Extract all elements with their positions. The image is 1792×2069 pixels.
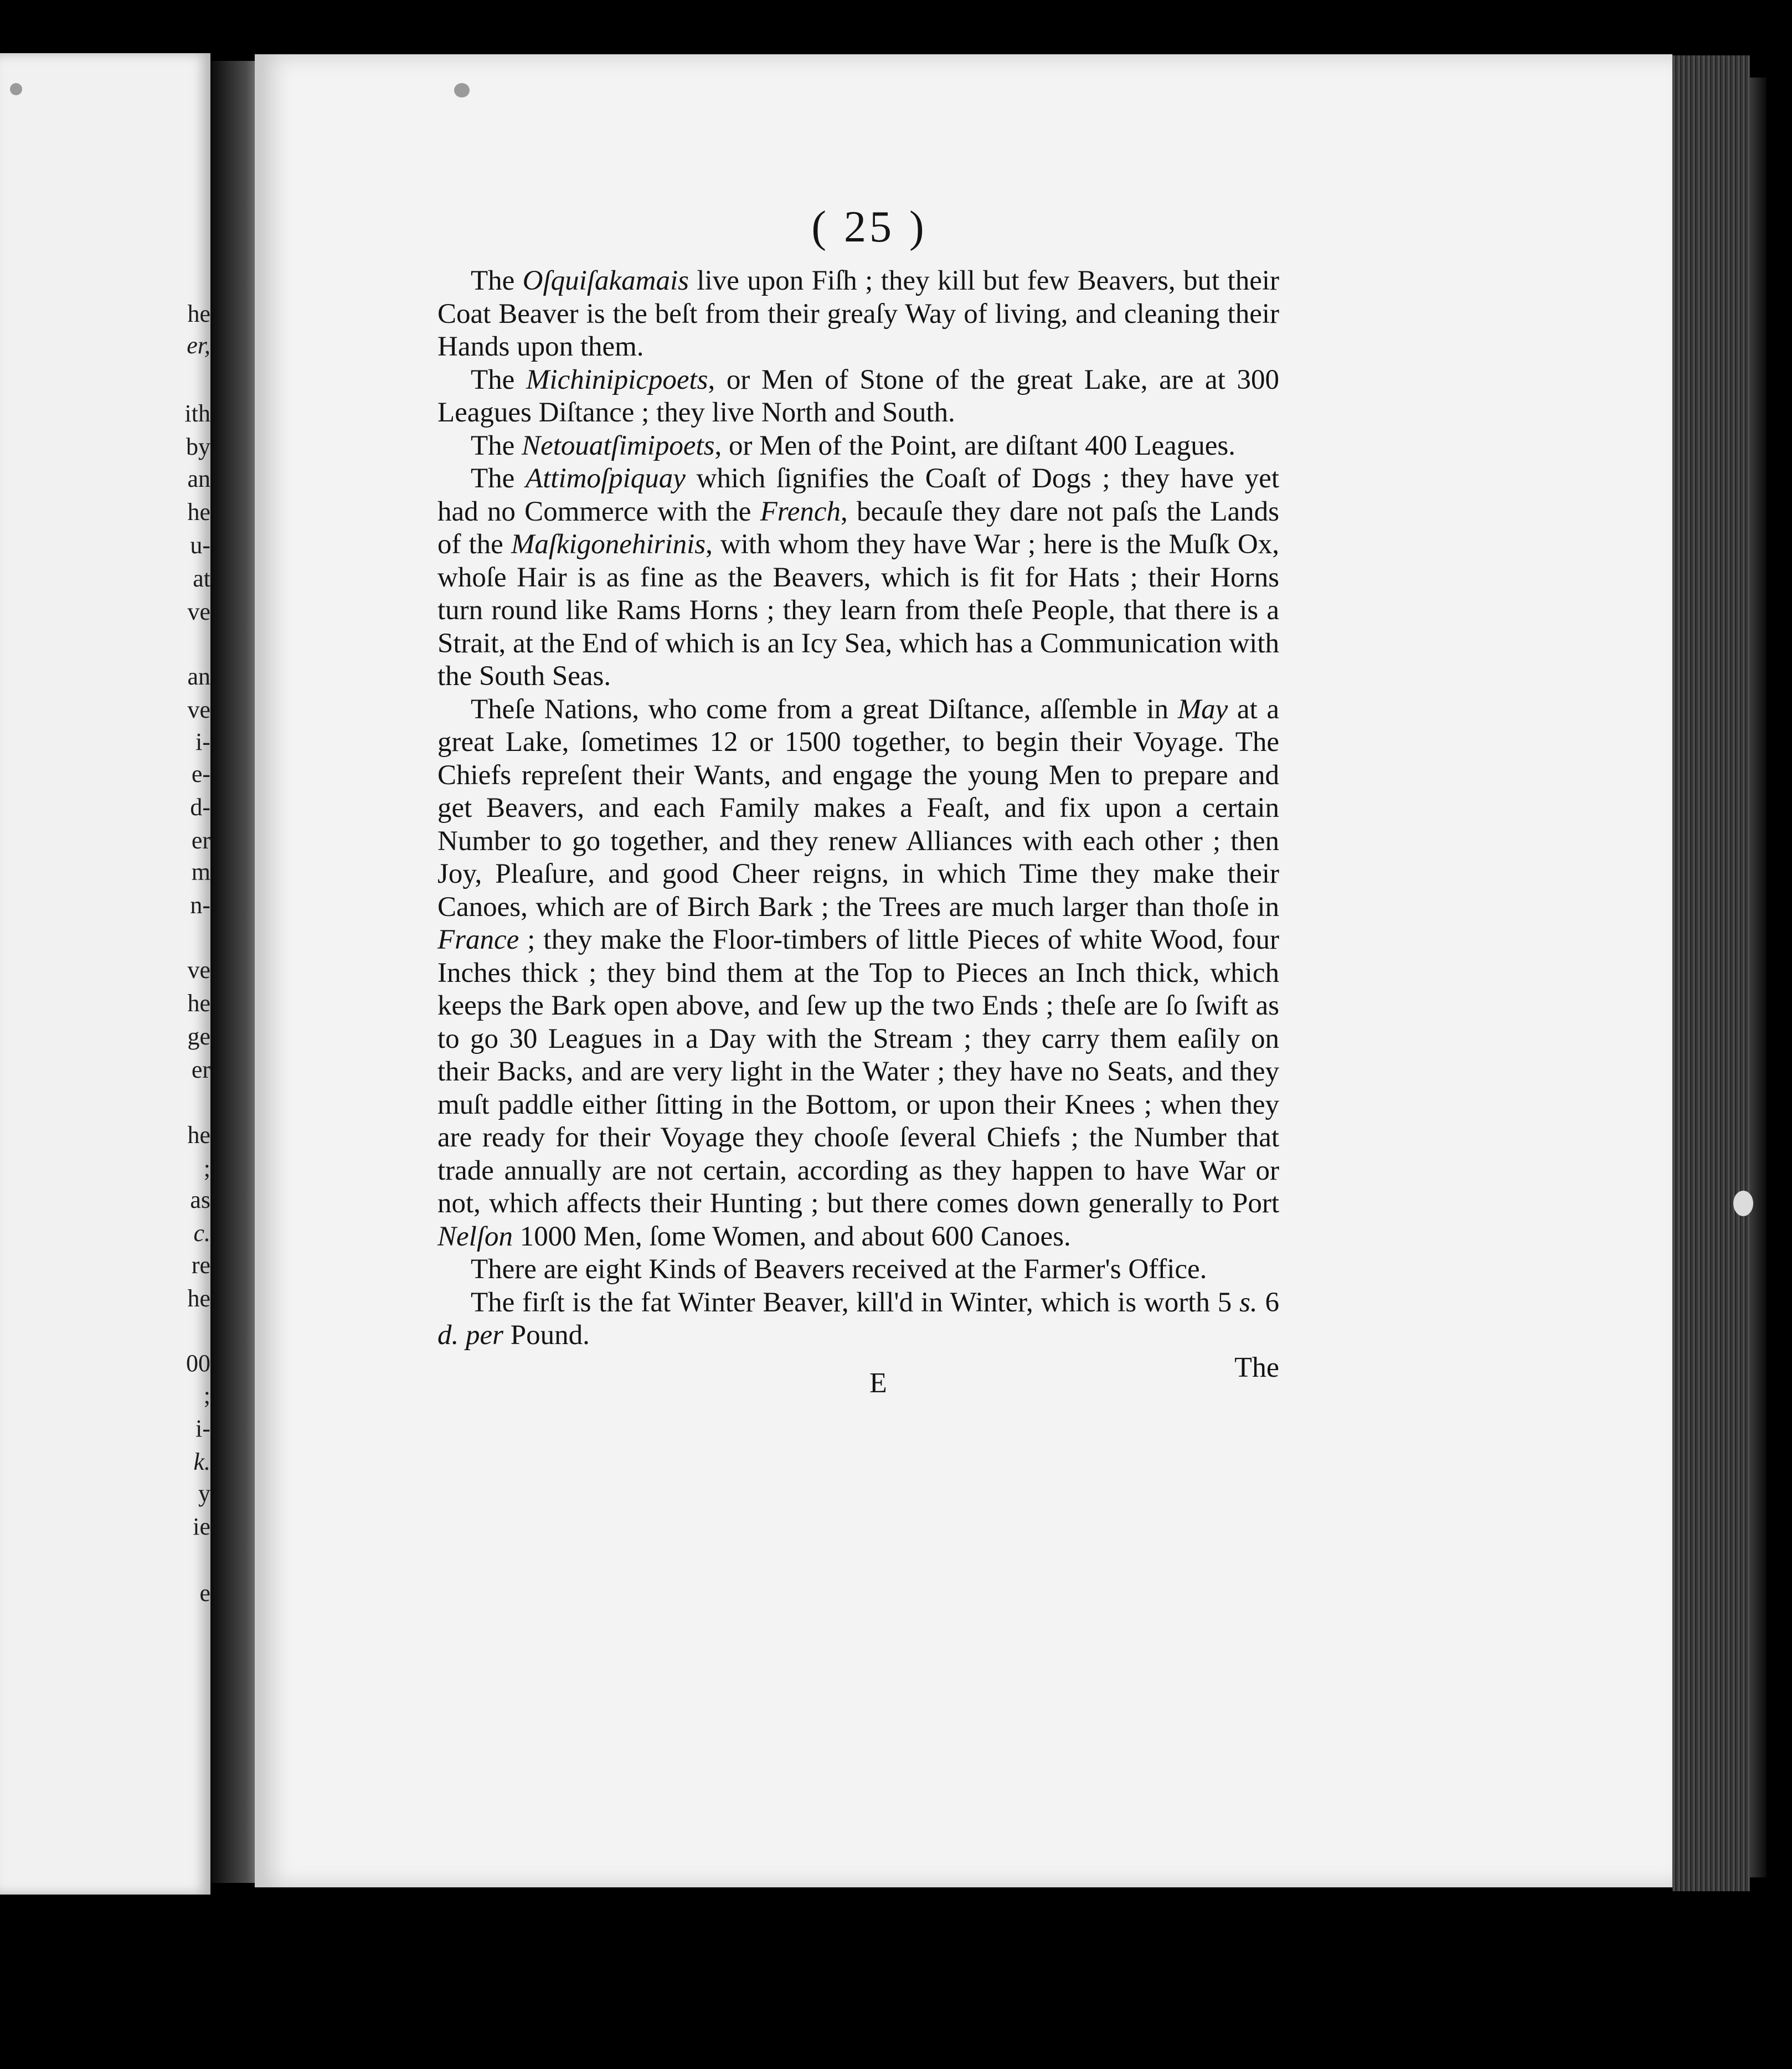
left-page-fragment: m [191,858,210,886]
paragraph [437,364,1279,430]
italic-run: France [437,924,519,955]
left-page-fragment: ; [203,1382,210,1409]
left-page-fragment: ith [184,400,210,427]
book-cover-edge [1750,78,1767,1877]
left-page-fragment: ie [193,1513,210,1540]
italic-run: Attimoſpiquay [525,463,686,494]
left-page-fragment: e [199,1579,210,1607]
page-body [437,265,1279,1352]
left-page-fragment: y [198,1480,210,1507]
paper-speck [454,83,470,97]
italic-run: May [1177,693,1228,725]
paragraph [437,693,1279,1254]
left-page-fragment: an [187,663,210,690]
paragraph [437,265,1279,364]
text-run: Theſe Nations, who come from a great Diſtance, aſſemble in [471,693,1178,725]
text-run: which ſignifies the Coaſt of Dogs ; they have yet had no Commerce with the [437,463,1279,527]
italic-run: Maſkigonehirinis [511,529,706,560]
left-page-fragment: ve [187,956,210,984]
text-run: ; they make the Floor-timbers of little Pieces of white Wood, four Inches thick ; they bind them at the Top to Pieces an Inch thick, which keeps the Bark open above, and ſew up the two Ends ; theſe are ſo ſwift as to go 30 Leagues in a Day with the Stream ; they carry them eaſily on their Backs, and are very light in the Water ; they have no Seats, and they muſt paddle either ſitting in the Bottom, or upon their Knees ; when they are ready for their Voyage they chooſe ſeveral Chiefs ; the Number that trade annually are not certain, according as they happen to have War or not, which affects their Hunting ; but there comes down generally to Port [437,924,1279,1219]
left-page-fragment: by [186,433,210,460]
page-number: ( 25 ) [811,203,928,251]
left-page-fragment: k. [193,1448,210,1475]
italic-run: s. [1239,1286,1258,1318]
left-page-fragment: ; [203,1155,210,1182]
book-gutter [210,61,255,1883]
left-facing-page [0,53,210,1895]
text-run: There are eight Kinds of Beavers received at the Farmer's Office. [471,1254,1207,1285]
text-run: , or Men of the Point, are diſtant 400 Leagues. [714,430,1235,461]
text-run: , becauſe they dare not paſs the Lands of the [437,496,1279,560]
paragraph [437,1286,1279,1352]
left-page-fragment: er, [187,332,210,359]
left-page-fragment: ge [187,1023,210,1050]
text-run: 6 [1257,1286,1279,1318]
left-page-fragment: he [187,498,210,526]
signature-mark: E [869,1367,887,1399]
left-page-fragment: i- [195,1415,210,1442]
text-run: The [471,430,522,461]
paper-speck [1733,1191,1753,1216]
paragraph [437,462,1279,693]
paragraph [437,430,1279,463]
left-page-fragment: n- [190,892,210,919]
italic-run: Netouatſimipoets [522,430,715,461]
paper-speck [10,83,22,95]
page-text-block [437,205,1279,1404]
left-page-fragment: e- [191,760,210,788]
text-run: The [471,463,526,494]
left-page-fragment: u- [190,532,210,559]
italic-run: d. per [437,1320,503,1351]
left-page-fragment: c. [193,1219,210,1247]
text-run: The firſt is the fat Winter Beaver, kill'd in Winter, which is worth 5 [471,1286,1240,1318]
page-footer [437,1351,1279,1404]
italic-run: Oſquiſakamais [522,265,689,296]
page-edges [1672,55,1750,1891]
left-page-fragment: he [187,990,210,1017]
left-page-fragment: he [187,1121,210,1149]
text-run: live upon Fiſh ; they kill but few Beavers, but their Coat Beaver is the beſt from their greaſy Way of living, and cleaning their Hands upon them. [437,265,1279,362]
left-page-fragment: he [187,1285,210,1312]
left-page-fragment: as [190,1186,210,1213]
text-run: The [471,265,523,296]
left-page-fragment: at [193,565,210,592]
text-run: Pound. [503,1320,590,1351]
left-page-fragment: re [191,1252,210,1279]
catchword: The [1234,1351,1279,1383]
left-page-fragment: ve [187,696,210,723]
text-run: , or Men of Stone of the great Lake, are at 300 Leagues Diſtance ; they live North and South. [437,364,1279,428]
left-page-fragment: er [191,827,210,854]
left-page-fragment: ve [187,598,210,625]
left-page-fragment: 00 [186,1350,210,1377]
text-run: The [471,364,526,395]
paragraph [437,1253,1279,1286]
left-page-fragment: i- [195,728,210,755]
left-page-fragment: er [191,1056,210,1083]
text-run: 1000 Men, ſome Women, and about 600 Canoes. [513,1221,1071,1252]
left-page-fragment: he [187,300,210,327]
left-page-fragment: an [187,465,210,492]
italic-run: Nelſon [437,1221,513,1252]
text-run: , with whom they have War ; here is the Muſk Ox, whoſe Hair is as fine as the Beavers, which is fit for Hats ; their Horns turn round like Rams Horns ; they learn from theſe People, that there is a Strait, at the End of which is an Icy Sea, which has a Communication with the South Seas. [437,529,1280,692]
left-page-fragment: d- [190,794,210,821]
italic-run: French [760,496,841,527]
text-run: at a great Lake, ſometimes 12 or 1500 together, to begin their Voyage. The Chiefs repreſent their Wants, and engage the young Men to prepare and get Beavers, and each Family makes a Feaſt, and fix upon a certain Number to go together, and they renew Alliances with each other ; then Joy, Pleaſure, and good Cheer reigns, in which Time they make their Canoes, which are of Birch Bark ; the Trees are much larger than thoſe in [437,693,1279,923]
italic-run: Michinipicpoets [526,364,708,395]
